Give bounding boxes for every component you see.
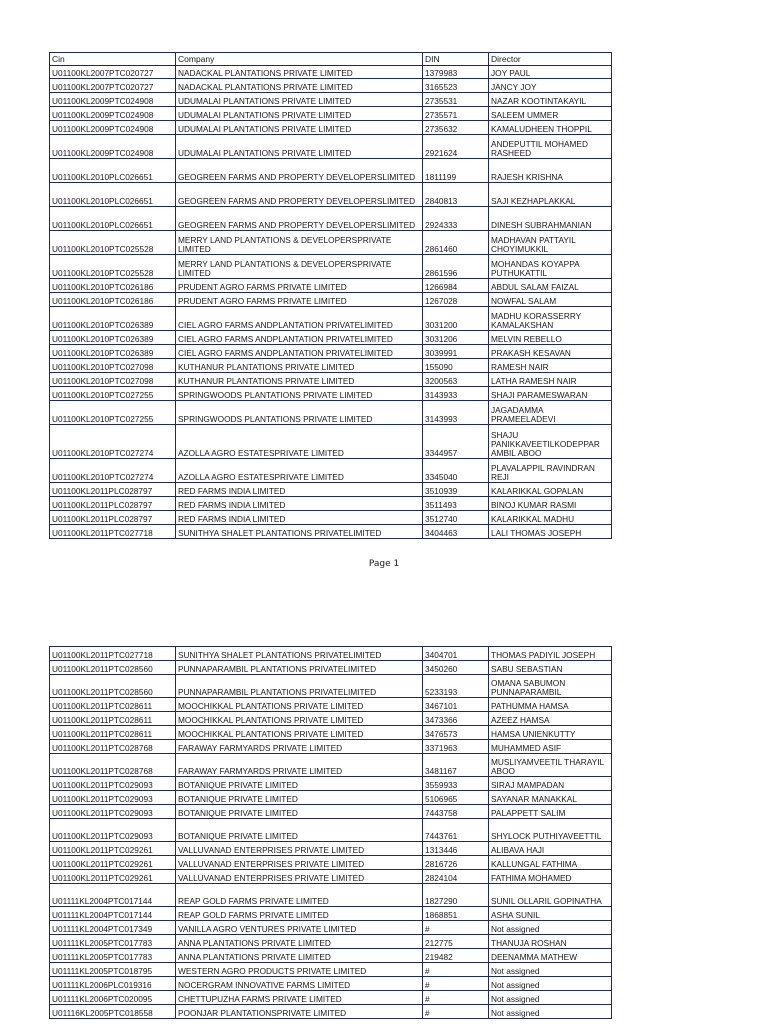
cell-din: 1267028 [423, 293, 489, 307]
table-row [50, 805, 612, 819]
table-row [50, 777, 612, 791]
table-row [50, 1005, 612, 1019]
cell-director: PATHUMMA HAMSA [489, 698, 612, 712]
cell-director: NOWFAL SALAM [489, 293, 612, 307]
cell-cin: U01100KL2011PTC028560 [50, 675, 176, 698]
cell-company: CIEL AGRO FARMS ANDPLANTATION PRIVATELIMITED [176, 331, 423, 345]
cell-cin: U01100KL2010PTC026186 [50, 293, 176, 307]
cell-director: Not assigned [489, 921, 612, 935]
cell-company: PUNNAPARAMBIL PLANTATIONS PRIVATELIMITED [176, 675, 423, 698]
cell-company: UDUMALAI PLANTATIONS PRIVATE LIMITED [176, 121, 423, 135]
cell-director: KALLUNGAL FATHIMA [489, 856, 612, 870]
cell-company: ANNA PLANTATIONS PRIVATE LIMITED [176, 949, 423, 963]
table-row [50, 726, 612, 740]
cell-director: KALARIKKAL GOPALAN [489, 483, 612, 497]
cell-company: KUTHANUR PLANTATIONS PRIVATE LIMITED [176, 359, 423, 373]
table-row [50, 712, 612, 726]
cell-company: BOTANIQUE PRIVATE LIMITED [176, 791, 423, 805]
cell-director: Not assigned [489, 963, 612, 977]
cell-din: 2921624 [423, 135, 489, 159]
cell-director: ALIBAVA HAJI [489, 842, 612, 856]
cell-din: # [423, 963, 489, 977]
cell-director: LALI THOMAS JOSEPH [489, 525, 612, 539]
cell-director: LATHA RAMESH NAIR [489, 373, 612, 387]
cell-director: Not assigned [489, 991, 612, 1005]
cell-din: 155090 [423, 359, 489, 373]
table-row [50, 856, 612, 870]
cell-cin: U01111KL2005PTC018795 [50, 963, 176, 977]
cell-company: MOOCHIKKAL PLANTATIONS PRIVATE LIMITED [176, 712, 423, 726]
cell-din: 1827290 [423, 884, 489, 907]
cell-cin: U01100KL2010PTC027098 [50, 373, 176, 387]
cell-cin: U01100KL2007PTC020727 [50, 79, 176, 93]
cell-director: ABDUL SALAM FAIZAL [489, 279, 612, 293]
table-row [50, 791, 612, 805]
cell-cin: U01111KL2004PTC017144 [50, 884, 176, 907]
cell-director: JOY PAUL [489, 66, 612, 79]
cell-din: 3511493 [423, 497, 489, 511]
table-header-row [50, 53, 612, 66]
cell-cin: U01100KL2010PTC026186 [50, 279, 176, 293]
table-row [50, 79, 612, 93]
cell-company: NADACKAL PLANTATIONS PRIVATE LIMITED [176, 66, 423, 79]
table-row [50, 675, 612, 698]
cell-company: RED FARMS INDIA LIMITED [176, 483, 423, 497]
director-table-1-body [50, 53, 612, 539]
table-row [50, 307, 612, 331]
cell-director: MADHAVAN PATTAYIL CHOYIMUKKIL [489, 231, 612, 255]
cell-cin: U01100KL2010PTC025528 [50, 255, 176, 279]
cell-din: # [423, 991, 489, 1005]
table-row [50, 991, 612, 1005]
cell-company: CIEL AGRO FARMS ANDPLANTATION PRIVATELIMITED [176, 307, 423, 331]
table-row [50, 387, 612, 401]
cell-director: SIRAJ MAMPADAN [489, 777, 612, 791]
table-row [50, 754, 612, 777]
cell-company: UDUMALAI PLANTATIONS PRIVATE LIMITED [176, 93, 423, 107]
table-row [50, 949, 612, 963]
cell-company: SPRINGWOODS PLANTATIONS PRIVATE LIMITED [176, 401, 423, 425]
table-row [50, 511, 612, 525]
cell-cin: U01100KL2010PLC026651 [50, 207, 176, 231]
cell-cin: U01100KL2009PTC024908 [50, 93, 176, 107]
cell-director: SALEEM UMMER [489, 107, 612, 121]
cell-cin: U01111KL2005PTC017783 [50, 935, 176, 949]
cell-din: 2816726 [423, 856, 489, 870]
cell-director: MUSLIYAMVEETIL THARAYIL ABOO [489, 754, 612, 777]
cell-din: 3345040 [423, 459, 489, 483]
header-director: Director [489, 53, 612, 66]
cell-din: 3031200 [423, 307, 489, 331]
cell-director: MELVIN REBELLO [489, 331, 612, 345]
cell-company: FARAWAY FARMYARDS PRIVATE LIMITED [176, 754, 423, 777]
cell-director: HAMSA UNIENKUTTY [489, 726, 612, 740]
cell-din: 3404701 [423, 647, 489, 661]
table-row [50, 921, 612, 935]
cell-director: ANDEPUTTIL MOHAMED RASHEED [489, 135, 612, 159]
cell-director: FATHIMA MOHAMED [489, 870, 612, 884]
table-row [50, 870, 612, 884]
table-row [50, 345, 612, 359]
cell-director: THOMAS PADIYIL JOSEPH [489, 647, 612, 661]
table-row [50, 135, 612, 159]
cell-cin: U01100KL2011PTC029093 [50, 777, 176, 791]
cell-company: REAP GOLD FARMS PRIVATE LIMITED [176, 884, 423, 907]
cell-director: PLAVALAPPIL RAVINDRAN REJI [489, 459, 612, 483]
cell-cin: U01111KL2004PTC017349 [50, 921, 176, 935]
table-row [50, 183, 612, 207]
cell-director: MADHU KORASSERRY KAMALAKSHAN [489, 307, 612, 331]
table-row [50, 963, 612, 977]
cell-company: GEOGREEN FARMS AND PROPERTY DEVELOPERSLIMITED [176, 159, 423, 183]
table-row [50, 107, 612, 121]
cell-cin: U01111KL2005PTC017783 [50, 949, 176, 963]
cell-din: 3404463 [423, 525, 489, 539]
cell-company: BOTANIQUE PRIVATE LIMITED [176, 777, 423, 791]
cell-din: 3476573 [423, 726, 489, 740]
cell-din: 3200563 [423, 373, 489, 387]
table-row [50, 359, 612, 373]
header-company: Company [176, 53, 423, 66]
cell-din: 2735632 [423, 121, 489, 135]
table-row [50, 842, 612, 856]
cell-company: PRUDENT AGRO FARMS PRIVATE LIMITED [176, 279, 423, 293]
cell-director: DEENAMMA MATHEW [489, 949, 612, 963]
cell-cin: U01100KL2011PTC028611 [50, 712, 176, 726]
cell-din: 7443758 [423, 805, 489, 819]
cell-company: AZOLLA AGRO ESTATESPRIVATE LIMITED [176, 459, 423, 483]
cell-din: 3371963 [423, 740, 489, 754]
cell-cin: U01100KL2011PLC028797 [50, 511, 176, 525]
cell-din: 1811199 [423, 159, 489, 183]
cell-director: MOHANDAS KOYAPPA PUTHUKATTIL [489, 255, 612, 279]
cell-cin: U01100KL2010PTC027255 [50, 401, 176, 425]
cell-din: 2861460 [423, 231, 489, 255]
cell-cin: U01100KL2010PTC026389 [50, 331, 176, 345]
cell-cin: U01100KL2010PLC026651 [50, 159, 176, 183]
cell-company: KUTHANUR PLANTATIONS PRIVATE LIMITED [176, 373, 423, 387]
cell-cin: U01100KL2010PTC026389 [50, 345, 176, 359]
cell-din: 5106965 [423, 791, 489, 805]
cell-director: NAZAR KOOTINTAKAYIL [489, 93, 612, 107]
cell-company: VALLUVANAD ENTERPRISES PRIVATE LIMITED [176, 856, 423, 870]
cell-company: CHETTUPUZHA FARMS PRIVATE LIMITED [176, 991, 423, 1005]
table-row [50, 331, 612, 345]
header-cin: Cin [50, 53, 176, 66]
cell-director: Not assigned [489, 1005, 612, 1019]
cell-cin: U01100KL2011PLC028797 [50, 497, 176, 511]
cell-din: # [423, 977, 489, 991]
cell-din: 2861596 [423, 255, 489, 279]
cell-cin: U01100KL2010PTC027274 [50, 425, 176, 459]
cell-company: NOCERGRAM INNOVATIVE FARMS LIMITED [176, 977, 423, 991]
cell-company: SUNITHYA SHALET PLANTATIONS PRIVATELIMITED [176, 647, 423, 661]
cell-director: DINESH SUBRAHMANIAN [489, 207, 612, 231]
cell-company: MERRY LAND PLANTATIONS & DEVELOPERSPRIVATE LIMITED [176, 255, 423, 279]
cell-director: PALAPPETT SALIM [489, 805, 612, 819]
cell-cin: U01100KL2010PTC027274 [50, 459, 176, 483]
cell-director: AZEEZ HAMSA [489, 712, 612, 726]
header-din: DIN [423, 53, 489, 66]
cell-director: SABU SEBASTIAN [489, 661, 612, 675]
cell-cin: U01100KL2011PTC029093 [50, 819, 176, 842]
table-row [50, 698, 612, 712]
table-row [50, 884, 612, 907]
cell-cin: U01100KL2009PTC024908 [50, 135, 176, 159]
cell-director: KAMALUDHEEN THOPPIL [489, 121, 612, 135]
table-row [50, 279, 612, 293]
cell-company: POONJAR PLANTATIONSPRIVATE LIMITED [176, 1005, 423, 1019]
cell-cin: U01111KL2006PLC019316 [50, 977, 176, 991]
cell-director: RAJESH KRISHNA [489, 159, 612, 183]
cell-company: REAP GOLD FARMS PRIVATE LIMITED [176, 907, 423, 921]
cell-director: Not assigned [489, 977, 612, 991]
table-row [50, 459, 612, 483]
cell-din: 1379983 [423, 66, 489, 79]
cell-director: OMANA SABUMON PUNNAPARAMBIL [489, 675, 612, 698]
table-row [50, 293, 612, 307]
cell-din: 1313446 [423, 842, 489, 856]
table-row [50, 66, 612, 79]
director-table-1 [49, 52, 612, 539]
cell-din: 3143993 [423, 401, 489, 425]
cell-director: SAJI KEZHAPLAKKAL [489, 183, 612, 207]
cell-cin: U01100KL2010PTC025528 [50, 231, 176, 255]
cell-company: MERRY LAND PLANTATIONS & DEVELOPERSPRIVATE LIMITED [176, 231, 423, 255]
cell-din: 3481167 [423, 754, 489, 777]
table-row [50, 497, 612, 511]
cell-din: 3510939 [423, 483, 489, 497]
table-row [50, 121, 612, 135]
cell-company: SUNITHYA SHALET PLANTATIONS PRIVATELIMITED [176, 525, 423, 539]
cell-cin: U01100KL2011PTC029093 [50, 791, 176, 805]
cell-company: RED FARMS INDIA LIMITED [176, 511, 423, 525]
table-row [50, 483, 612, 497]
cell-din: 3039991 [423, 345, 489, 359]
table-row [50, 401, 612, 425]
cell-director: KALARIKKAL MADHU [489, 511, 612, 525]
cell-cin: U01100KL2011PTC028560 [50, 661, 176, 675]
cell-din: 7443761 [423, 819, 489, 842]
cell-company: NADACKAL PLANTATIONS PRIVATE LIMITED [176, 79, 423, 93]
cell-din: 3450260 [423, 661, 489, 675]
cell-director: ASHA SUNIL [489, 907, 612, 921]
cell-din: # [423, 921, 489, 935]
table-row [50, 93, 612, 107]
cell-cin: U01100KL2010PLC026651 [50, 183, 176, 207]
cell-cin: U01100KL2007PTC020727 [50, 66, 176, 79]
cell-din: 2924333 [423, 207, 489, 231]
cell-cin: U01100KL2010PTC026389 [50, 307, 176, 331]
cell-din: 2824104 [423, 870, 489, 884]
cell-din: 2840813 [423, 183, 489, 207]
cell-din: 2735571 [423, 107, 489, 121]
cell-cin: U01100KL2011PTC029261 [50, 842, 176, 856]
table-row [50, 661, 612, 675]
cell-cin: U01111KL2004PTC017144 [50, 907, 176, 921]
cell-din: 3473366 [423, 712, 489, 726]
cell-din: 1868851 [423, 907, 489, 921]
cell-cin: U01100KL2009PTC024908 [50, 107, 176, 121]
cell-director: SHAJI PARAMESWARAN [489, 387, 612, 401]
cell-company: MOOCHIKKAL PLANTATIONS PRIVATE LIMITED [176, 698, 423, 712]
cell-cin: U01111KL2006PTC020095 [50, 991, 176, 1005]
cell-company: UDUMALAI PLANTATIONS PRIVATE LIMITED [176, 107, 423, 121]
table-row [50, 977, 612, 991]
table-row [50, 935, 612, 949]
table-row [50, 255, 612, 279]
cell-cin: U01100KL2010PTC027255 [50, 387, 176, 401]
cell-din: 5233193 [423, 675, 489, 698]
cell-director: SHYLOCK PUTHIYAVEETTIL [489, 819, 612, 842]
table-row [50, 907, 612, 921]
cell-director: JANCY JOY [489, 79, 612, 93]
cell-cin: U01100KL2011PTC028611 [50, 698, 176, 712]
cell-director: SUNIL OLLARIL GOPINATHA [489, 884, 612, 907]
cell-company: CIEL AGRO FARMS ANDPLANTATION PRIVATELIMITED [176, 345, 423, 359]
cell-company: PRUDENT AGRO FARMS PRIVATE LIMITED [176, 293, 423, 307]
table-row [50, 647, 612, 661]
cell-company: FARAWAY FARMYARDS PRIVATE LIMITED [176, 740, 423, 754]
cell-din: 3165523 [423, 79, 489, 93]
cell-din: 3559933 [423, 777, 489, 791]
cell-cin: U01100KL2010PTC027098 [50, 359, 176, 373]
cell-cin: U01100KL2011PLC028797 [50, 483, 176, 497]
table-row [50, 207, 612, 231]
table-row [50, 231, 612, 255]
cell-company: VANILLA AGRO VENTURES PRIVATE LIMITED [176, 921, 423, 935]
cell-company: RED FARMS INDIA LIMITED [176, 497, 423, 511]
cell-din: 3512740 [423, 511, 489, 525]
cell-company: MOOCHIKKAL PLANTATIONS PRIVATE LIMITED [176, 726, 423, 740]
table-row [50, 525, 612, 539]
cell-din: 3143933 [423, 387, 489, 401]
cell-din: 3031206 [423, 331, 489, 345]
cell-director: SAYANAR MANAKKAL [489, 791, 612, 805]
cell-director: SHAJU PANIKKAVEETILKODEPPAR AMBIL ABOO [489, 425, 612, 459]
cell-director: BINOJ KUMAR RASMI [489, 497, 612, 511]
cell-cin: U01100KL2011PTC028768 [50, 754, 176, 777]
cell-din: 2735531 [423, 93, 489, 107]
table-row [50, 373, 612, 387]
cell-din: 1266984 [423, 279, 489, 293]
cell-din: # [423, 1005, 489, 1019]
cell-company: SPRINGWOODS PLANTATIONS PRIVATE LIMITED [176, 387, 423, 401]
cell-cin: U01100KL2011PTC028768 [50, 740, 176, 754]
cell-cin: U01100KL2011PTC029093 [50, 805, 176, 819]
cell-cin: U01100KL2009PTC024908 [50, 121, 176, 135]
cell-cin: U01100KL2011PTC027718 [50, 647, 176, 661]
cell-cin: U01100KL2011PTC028611 [50, 726, 176, 740]
cell-din: 3467101 [423, 698, 489, 712]
cell-company: UDUMALAI PLANTATIONS PRIVATE LIMITED [176, 135, 423, 159]
cell-company: GEOGREEN FARMS AND PROPERTY DEVELOPERSLIMITED [176, 207, 423, 231]
cell-director: RAMESH NAIR [489, 359, 612, 373]
table-row [50, 425, 612, 459]
cell-cin: U01100KL2011PTC029261 [50, 870, 176, 884]
cell-cin: U01100KL2011PTC027718 [50, 525, 176, 539]
table-row [50, 740, 612, 754]
cell-director: THANUJA ROSHAN [489, 935, 612, 949]
cell-director: JAGADAMMA PRAMEELADEVI [489, 401, 612, 425]
cell-company: BOTANIQUE PRIVATE LIMITED [176, 805, 423, 819]
cell-company: PUNNAPARAMBIL PLANTATIONS PRIVATELIMITED [176, 661, 423, 675]
cell-company: GEOGREEN FARMS AND PROPERTY DEVELOPERSLIMITED [176, 183, 423, 207]
cell-company: AZOLLA AGRO ESTATESPRIVATE LIMITED [176, 425, 423, 459]
cell-company: VALLUVANAD ENTERPRISES PRIVATE LIMITED [176, 870, 423, 884]
cell-company: WESTERN AGRO PRODUCTS PRIVATE LIMITED [176, 963, 423, 977]
cell-company: VALLUVANAD ENTERPRISES PRIVATE LIMITED [176, 842, 423, 856]
table-row [50, 819, 612, 842]
cell-director: PRAKASH KESAVAN [489, 345, 612, 359]
table-row [50, 159, 612, 183]
director-table-2-body [50, 647, 612, 1019]
page-number-label: Page 1 [368, 559, 400, 569]
cell-company: BOTANIQUE PRIVATE LIMITED [176, 819, 423, 842]
cell-company: ANNA PLANTATIONS PRIVATE LIMITED [176, 935, 423, 949]
cell-din: 212775 [423, 935, 489, 949]
director-table-2 [49, 646, 612, 1019]
cell-director: MUHAMMED ASIF [489, 740, 612, 754]
cell-cin: U01100KL2011PTC029261 [50, 856, 176, 870]
cell-din: 219482 [423, 949, 489, 963]
cell-cin: U01116KL2005PTC018558 [50, 1005, 176, 1019]
cell-din: 3344957 [423, 425, 489, 459]
